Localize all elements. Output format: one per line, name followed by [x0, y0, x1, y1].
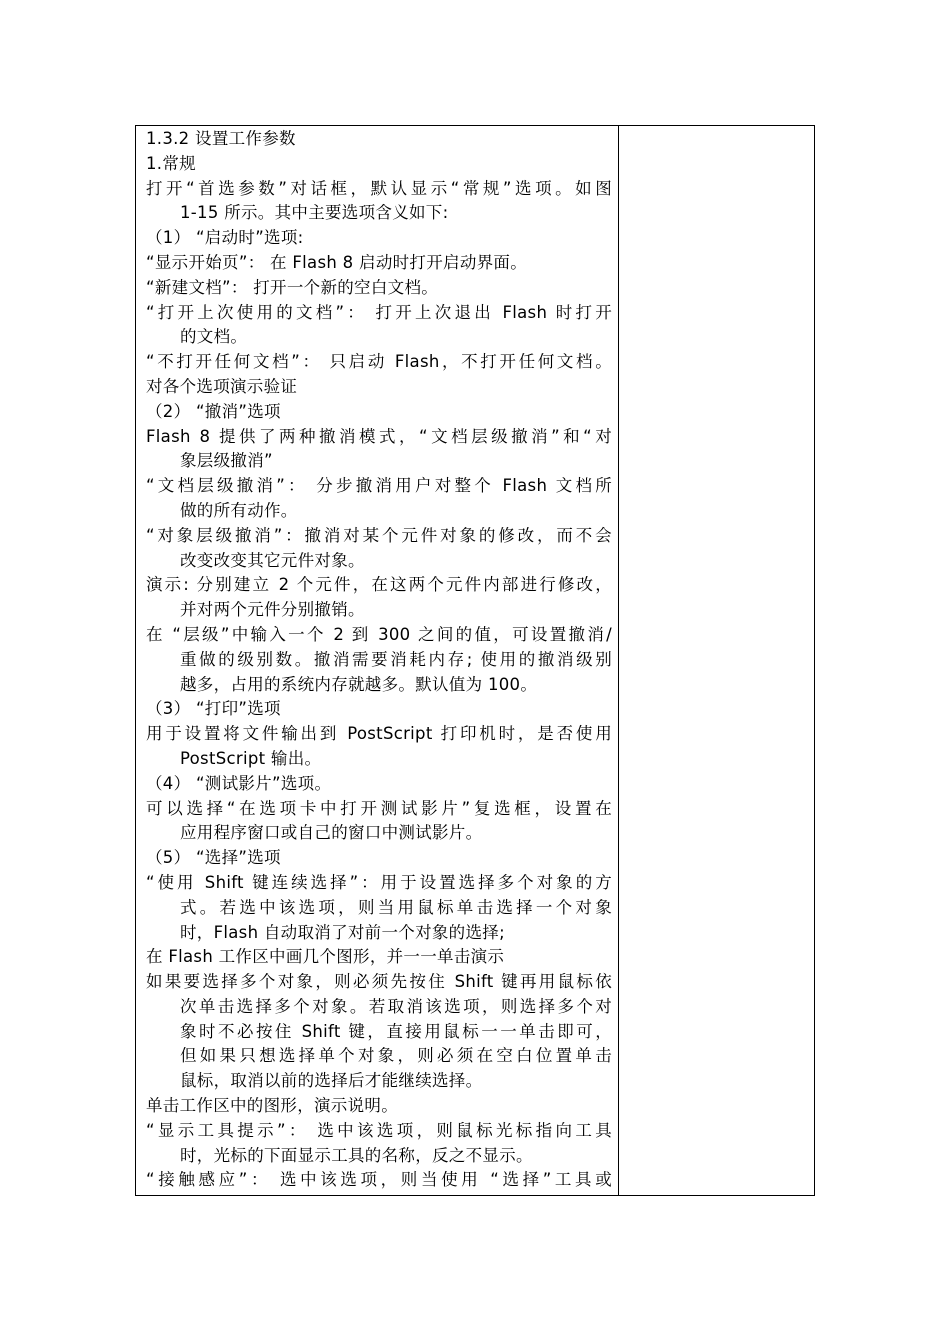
text-line: 1.常规	[146, 153, 196, 173]
text-line: 象时不必按住 Shift 键，直接用鼠标一一单击即可，	[180, 1021, 612, 1041]
text-line: 打开“首选参数”对话框，默认显示“常规”选项。如图	[146, 178, 612, 198]
text-line: （5） “选择”选项	[146, 848, 281, 868]
text-line: 时，光标的下面显示工具的名称，反之不显示。	[180, 1145, 533, 1165]
text-line: 鼠标，取消以前的选择后才能继续选择。	[180, 1071, 483, 1091]
text-line: 演示: 分别建立 2 个元件，在这两个元件内部进行修改，	[146, 575, 612, 595]
text-line: Flash 8 提供了两种撤消模式，“文档层级撤消”和“对	[146, 426, 612, 446]
text-line: （3） “打印”选项	[146, 699, 281, 719]
text-line: 用于设置将文件输出到 PostScript 打印机时，是否使用	[146, 724, 612, 744]
text-line: 时，Flash 自动取消了对前一个对象的选择;	[180, 922, 505, 942]
text-line: （4） “测试影片”选项。	[146, 773, 332, 793]
text-line: 次单击选择多个对象。若取消该选项，则选择多个对	[180, 996, 612, 1016]
text-line: 象层级撤消”	[180, 451, 273, 471]
text-line: “使用 Shift 键连续选择”：用于设置选择多个对象的方	[146, 872, 612, 892]
text-line: “文档层级撤消”： 分步撤消用户对整个 Flash 文档所	[146, 476, 612, 496]
text-line: 如果要选择多个对象，则必须先按住 Shift 键再用鼠标依	[146, 972, 612, 992]
text-line: 1.3.2 设置工作参数	[146, 129, 296, 148]
text-line: 重做的级别数。撤消需要消耗内存; 使用的撤消级别	[180, 649, 612, 669]
text-line: 单击工作区中的图形，演示说明。	[146, 1096, 398, 1116]
text-line: 应用程序窗口或自己的窗口中测试影片。	[180, 823, 483, 843]
text-line: 在 Flash 工作区中画几个图形，并一一单击演示	[146, 947, 505, 967]
right-cell-empty	[619, 126, 814, 1195]
text-line: 越多，占用的系统内存就越多。默认值为 100。	[180, 674, 538, 694]
text-line: 式。若选中该选项，则当用鼠标单击选择一个对象	[180, 897, 612, 917]
text-line: （2） “撤消”选项	[146, 401, 281, 421]
text-line: 在 “层级”中输入一个 2 到 300 之间的值，可设置撤消/	[146, 624, 612, 644]
text-line: 的文档。	[180, 327, 248, 347]
text-line: “显示工具提示”： 选中该选项，则鼠标光标指向工具	[146, 1120, 612, 1140]
document-table	[135, 125, 815, 1196]
text-line: “接触感应”： 选中该选项，则当使用 “选择”工具或	[146, 1170, 612, 1190]
text-line: “打开上次使用的文档”： 打开上次退出 Flash 时打开	[146, 302, 612, 322]
text-line: “对象层级撤消”：撤消对某个元件对象的修改，而不会	[146, 525, 612, 545]
text-line: 并对两个元件分别撤销。	[180, 600, 365, 620]
text-line: 做的所有动作。	[180, 500, 298, 520]
text-line: 可以选择“在选项卡中打开测试影片”复选框，设置在	[146, 798, 612, 818]
text-line: 对各个选项演示验证	[146, 376, 298, 396]
text-line: “显示开始页”： 在 Flash 8 启动时打开启动界面。	[146, 252, 528, 272]
text-line: 改变改变其它元件对象。	[180, 550, 365, 570]
left-cell-content	[146, 127, 612, 1193]
text-line: PostScript 输出。	[180, 748, 322, 768]
text-line: 1-15 所示。其中主要选项含义如下:	[180, 203, 449, 223]
text-line: “新建文档”： 打开一个新的空白文档。	[146, 277, 439, 297]
text-line: “不打开任何文档”： 只启动 Flash，不打开任何文档。	[146, 352, 612, 372]
text-line: 但如果只想选择单个对象，则必须在空白位置单击	[180, 1046, 612, 1066]
text-line: （1） “启动时”选项:	[146, 228, 304, 248]
